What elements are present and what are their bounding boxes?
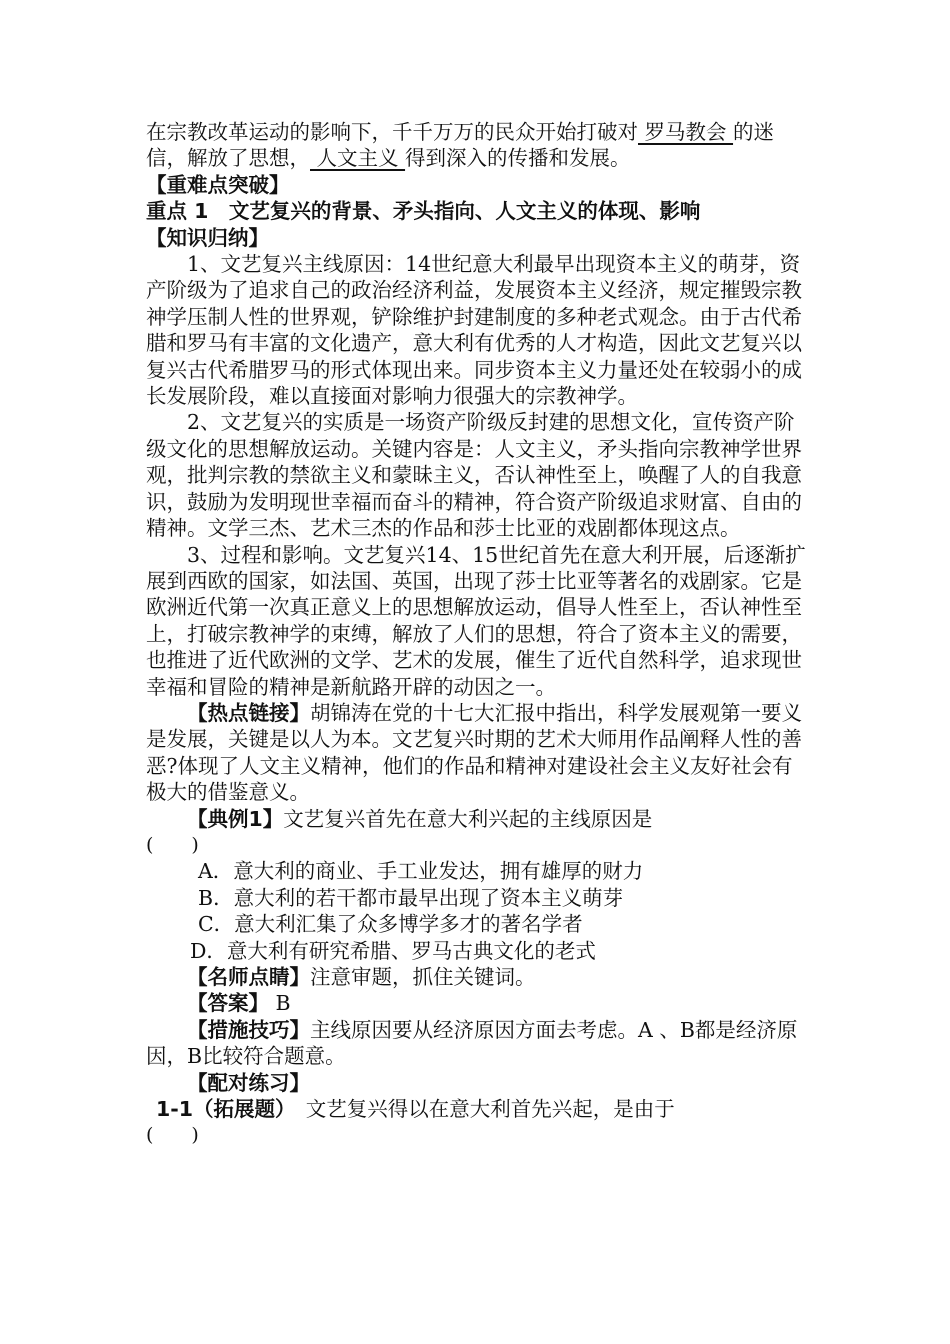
summary-paragraph-3: 3、过程和影响。文艺复兴14、15世纪首先在意大利开展，后逐渐扩展到西欧的国家，如法国、英国，出现了莎士比亚等著名的戏剧家。它是欧洲近代第一次真正意义上的思想解放运动，倡导人性至上，否认神性至上，打破宗教神学的束缚，解放了人们的思想，符合了资本主义的需要，也推进了近代欧洲的文学、艺术的发展，催生了近代自然科学，追求现世幸福和冒险的精神是新航路开辟的动因之一。 [146,542,806,699]
key-point-heading: 重点 1 文艺复兴的背景、矛头指向、人文主义的体现、影响 [146,199,701,224]
summary-label: 【知识归纳】 [146,225,269,250]
teacher-text: 注意审题，抓住关键词。 [310,965,536,989]
example-option-c: C．意大利汇集了众多博学多才的著名学者 [198,912,583,937]
example-question [146,806,806,832]
tips-label: 【措施技巧】 [187,1017,310,1042]
teacher-label: 【名师点睛】 [187,965,310,989]
intro-paragraph [146,119,806,172]
intro-text-2: 的迷信，解放了思想， [146,120,775,171]
exercise-text: 文艺复兴得以在意大利首先兴起，是由于 [285,1097,675,1122]
example-option-a: A．意大利的商业、手工业发达，拥有雄厚的财力 [198,859,644,884]
tips-text: 主线原因要从经济原因方面去考虑。A 、B都是经济原因，B比较符合题意。 [146,1017,798,1069]
answer-label: 【答案】 [187,991,269,1016]
example-label: 【典例1】 [187,806,284,831]
teacher-note [146,964,806,990]
answer-line [146,990,806,1016]
hotlink-label: 【热点链接】 [187,700,310,725]
section-heading: 【重难点突破】 [146,172,290,197]
answer-text: B [269,991,291,1016]
fill-blank-1: 罗马教会 [638,120,734,144]
intro-text-3: 得到深入的传播和发展。 [405,146,631,171]
practice-label: 【配对练习】 [187,1070,310,1095]
example-question-text: 文艺复兴首先在意大利兴起的主线原因是 [283,806,653,831]
exercise-answer-paren: ( ) [146,1124,199,1147]
exercise-label: 1-1（拓展题） [156,1097,286,1122]
summary-paragraph-1: 1、文艺复兴主线原因：14世纪意大利最早出现资本主义的萌芽，资产阶级为了追求自己的政治经济利益，发展资本主义经济，规定摧毁宗教神学压制人性的世界观，铲除维护封建制度的多种老式观念。由于古代希腊和罗马有丰富的文化遗产，意大利有优秀的人才构造，因此文艺复兴以复兴古代希腊罗马的形式体现出来。同步资本主义力量还处在较弱小的成长发展阶段，难以直接面对影响力很强大的宗教神学。 [146,252,802,409]
example-option-d: D．意大利有研究希腊、罗马古典文化的老式 [190,938,596,963]
summary-paragraph-2: 2、文艺复兴的实质是一场资产阶级反封建的思想文化，宣传资产阶级文化的思想解放运动。关键内容是：人文主义，矛头指向宗教神学世界观，批判宗教的禁欲主义和蒙昧主义，否认神性至上，唤醒了人的自我意识，鼓励为发明现世幸福而奋斗的精神，符合资产阶级追求财富、自由的精神。文学三杰、艺术三杰的作品和莎士比亚的戏剧都体现这点。 [146,410,802,541]
hotlink-paragraph [146,700,806,806]
exercise-question [146,1096,806,1122]
tips-paragraph [146,1017,806,1070]
intro-text-1: 在宗教改革运动的影响下，千千万万的民众开始打破对 [146,120,638,144]
example-option-b: B．意大利的若干都市最早出现了资本主义萌芽 [198,885,624,910]
hotlink-text: 胡锦涛在党的十七大汇报中指出，科学发展观第一要义是发展，关键是以人为本。文艺复兴时期的艺术大师用作品阐释人性的善恶?体现了人文主义精神，他们的作品和精神对建设社会主义友好社会有极大的借鉴意义。 [146,700,802,805]
example-answer-paren: ( ) [146,833,199,856]
fill-blank-2: 人文主义 [310,146,406,171]
document-page [146,119,806,1149]
